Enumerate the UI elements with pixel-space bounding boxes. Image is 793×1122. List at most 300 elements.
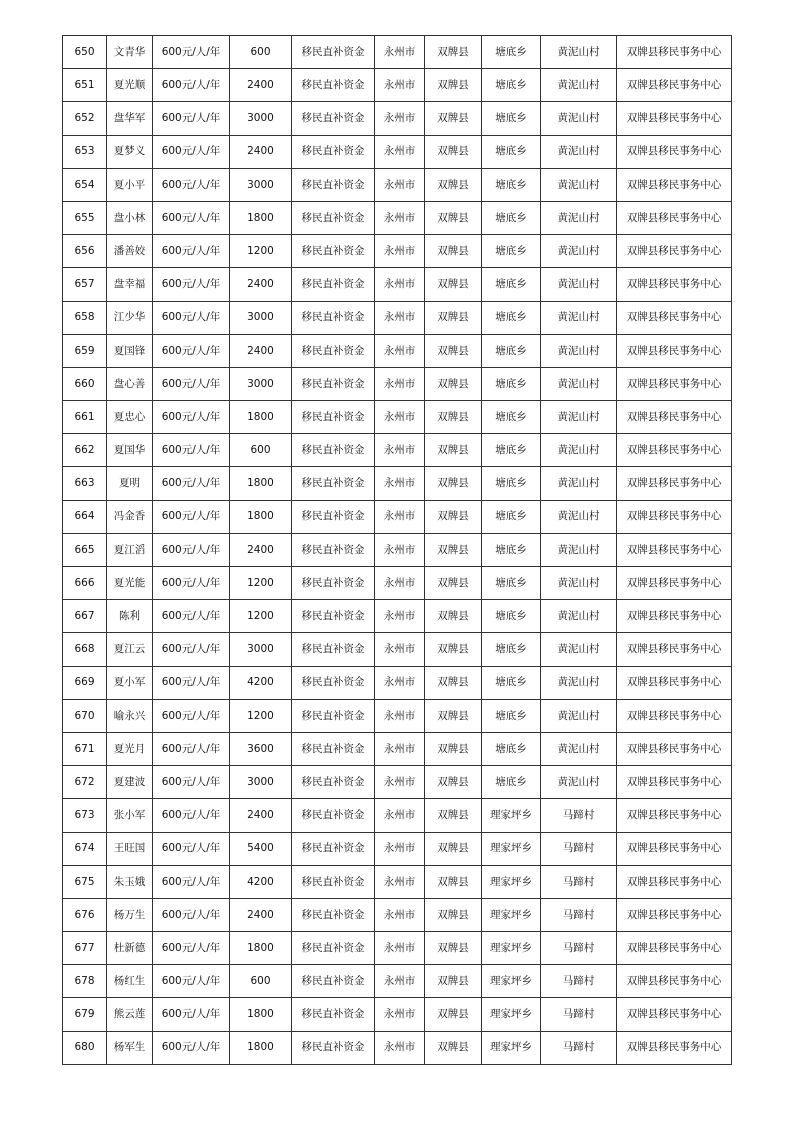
village-cell: 黄泥山村 (541, 666, 617, 699)
fund-type-cell: 移民直补资金 (292, 36, 375, 69)
city-cell: 永州市 (375, 334, 425, 367)
township-cell: 塘底乡 (482, 135, 541, 168)
row-index-cell: 657 (63, 268, 107, 301)
table-row (63, 235, 732, 268)
subsidy-amount-cell: 600 (230, 36, 292, 69)
table-row (63, 102, 732, 135)
subsidy-amount-cell: 3000 (230, 168, 292, 201)
subsidy-standard-cell: 600元/人/年 (153, 102, 230, 135)
village-cell: 黄泥山村 (541, 301, 617, 334)
fund-type-cell: 移民直补资金 (292, 334, 375, 367)
issuing-org-cell: 双牌县移民事务中心 (617, 600, 732, 633)
village-cell: 黄泥山村 (541, 367, 617, 400)
village-cell: 黄泥山村 (541, 334, 617, 367)
issuing-org-cell: 双牌县移民事务中心 (617, 898, 732, 931)
fund-type-cell: 移民直补资金 (292, 799, 375, 832)
township-cell: 塘底乡 (482, 633, 541, 666)
issuing-org-cell: 双牌县移民事务中心 (617, 998, 732, 1031)
city-cell: 永州市 (375, 201, 425, 234)
subsidy-amount-cell: 2400 (230, 799, 292, 832)
table-row (63, 600, 732, 633)
subsidy-standard-cell: 600元/人/年 (153, 36, 230, 69)
issuing-org-cell: 双牌县移民事务中心 (617, 766, 732, 799)
subsidy-amount-cell: 1200 (230, 699, 292, 732)
city-cell: 永州市 (375, 666, 425, 699)
subsidy-amount-cell: 3000 (230, 766, 292, 799)
table-row (63, 467, 732, 500)
subsidy-amount-cell: 4200 (230, 865, 292, 898)
issuing-org-cell: 双牌县移民事务中心 (617, 301, 732, 334)
table-row (63, 168, 732, 201)
subsidy-amount-cell: 3000 (230, 301, 292, 334)
row-index-cell: 665 (63, 533, 107, 566)
table-row (63, 666, 732, 699)
issuing-org-cell: 双牌县移民事务中心 (617, 666, 732, 699)
village-cell: 黄泥山村 (541, 467, 617, 500)
city-cell: 永州市 (375, 766, 425, 799)
issuing-org-cell: 双牌县移民事务中心 (617, 965, 732, 998)
county-cell: 双牌县 (425, 533, 482, 566)
village-cell: 马蹄村 (541, 1031, 617, 1064)
table-row (63, 334, 732, 367)
county-cell: 双牌县 (425, 201, 482, 234)
city-cell: 永州市 (375, 732, 425, 765)
recipient-name-cell: 夏国锋 (107, 334, 153, 367)
recipient-name-cell: 盘心善 (107, 367, 153, 400)
row-index-cell: 656 (63, 235, 107, 268)
recipient-name-cell: 夏江云 (107, 633, 153, 666)
village-cell: 马蹄村 (541, 965, 617, 998)
subsidy-standard-cell: 600元/人/年 (153, 301, 230, 334)
village-cell: 黄泥山村 (541, 766, 617, 799)
row-index-cell: 658 (63, 301, 107, 334)
city-cell: 永州市 (375, 600, 425, 633)
township-cell: 塘底乡 (482, 699, 541, 732)
county-cell: 双牌县 (425, 500, 482, 533)
city-cell: 永州市 (375, 467, 425, 500)
city-cell: 永州市 (375, 135, 425, 168)
village-cell: 黄泥山村 (541, 633, 617, 666)
village-cell: 黄泥山村 (541, 533, 617, 566)
subsidy-amount-cell: 3000 (230, 633, 292, 666)
row-index-cell: 659 (63, 334, 107, 367)
issuing-org-cell: 双牌县移民事务中心 (617, 467, 732, 500)
subsidy-standard-cell: 600元/人/年 (153, 567, 230, 600)
city-cell: 永州市 (375, 102, 425, 135)
township-cell: 塘底乡 (482, 401, 541, 434)
issuing-org-cell: 双牌县移民事务中心 (617, 168, 732, 201)
township-cell: 塘底乡 (482, 500, 541, 533)
village-cell: 黄泥山村 (541, 102, 617, 135)
county-cell: 双牌县 (425, 932, 482, 965)
city-cell: 永州市 (375, 500, 425, 533)
county-cell: 双牌县 (425, 235, 482, 268)
recipient-name-cell: 杜新德 (107, 932, 153, 965)
issuing-org-cell: 双牌县移民事务中心 (617, 633, 732, 666)
subsidy-amount-cell: 1800 (230, 201, 292, 234)
row-index-cell: 674 (63, 832, 107, 865)
subsidy-standard-cell: 600元/人/年 (153, 235, 230, 268)
recipient-name-cell: 冯金香 (107, 500, 153, 533)
recipient-name-cell: 盘幸福 (107, 268, 153, 301)
subsidy-amount-cell: 1800 (230, 401, 292, 434)
recipient-name-cell: 夏小军 (107, 666, 153, 699)
county-cell: 双牌县 (425, 367, 482, 400)
row-index-cell: 680 (63, 1031, 107, 1064)
county-cell: 双牌县 (425, 102, 482, 135)
subsidy-standard-cell: 600元/人/年 (153, 467, 230, 500)
village-cell: 黄泥山村 (541, 732, 617, 765)
subsidy-amount-cell: 1800 (230, 500, 292, 533)
subsidy-standard-cell: 600元/人/年 (153, 168, 230, 201)
township-cell: 塘底乡 (482, 334, 541, 367)
village-cell: 黄泥山村 (541, 135, 617, 168)
issuing-org-cell: 双牌县移民事务中心 (617, 434, 732, 467)
subsidy-standard-cell: 600元/人/年 (153, 699, 230, 732)
subsidy-standard-cell: 600元/人/年 (153, 1031, 230, 1064)
subsidy-standard-cell: 600元/人/年 (153, 600, 230, 633)
village-cell: 马蹄村 (541, 898, 617, 931)
recipient-name-cell: 潘善姣 (107, 235, 153, 268)
subsidy-standard-cell: 600元/人/年 (153, 633, 230, 666)
recipient-name-cell: 文青华 (107, 36, 153, 69)
subsidy-standard-cell: 600元/人/年 (153, 334, 230, 367)
village-cell: 黄泥山村 (541, 434, 617, 467)
city-cell: 永州市 (375, 832, 425, 865)
county-cell: 双牌县 (425, 766, 482, 799)
city-cell: 永州市 (375, 699, 425, 732)
city-cell: 永州市 (375, 1031, 425, 1064)
village-cell: 黄泥山村 (541, 201, 617, 234)
fund-type-cell: 移民直补资金 (292, 69, 375, 102)
row-index-cell: 675 (63, 865, 107, 898)
county-cell: 双牌县 (425, 168, 482, 201)
township-cell: 塘底乡 (482, 201, 541, 234)
issuing-org-cell: 双牌县移民事务中心 (617, 533, 732, 566)
table-row (63, 998, 732, 1031)
city-cell: 永州市 (375, 401, 425, 434)
subsidy-standard-cell: 600元/人/年 (153, 998, 230, 1031)
fund-type-cell: 移民直补资金 (292, 168, 375, 201)
fund-type-cell: 移民直补资金 (292, 201, 375, 234)
county-cell: 双牌县 (425, 633, 482, 666)
subsidy-amount-cell: 2400 (230, 334, 292, 367)
row-index-cell: 671 (63, 732, 107, 765)
village-cell: 黄泥山村 (541, 235, 617, 268)
issuing-org-cell: 双牌县移民事务中心 (617, 567, 732, 600)
city-cell: 永州市 (375, 168, 425, 201)
issuing-org-cell: 双牌县移民事务中心 (617, 36, 732, 69)
fund-type-cell: 移民直补资金 (292, 1031, 375, 1064)
city-cell: 永州市 (375, 898, 425, 931)
village-cell: 黄泥山村 (541, 567, 617, 600)
table-row (63, 799, 732, 832)
township-cell: 塘底乡 (482, 533, 541, 566)
table-row (63, 533, 732, 566)
recipient-name-cell: 王旺国 (107, 832, 153, 865)
township-cell: 塘底乡 (482, 268, 541, 301)
row-index-cell: 672 (63, 766, 107, 799)
township-cell: 塘底乡 (482, 367, 541, 400)
subsidy-amount-cell: 1200 (230, 235, 292, 268)
county-cell: 双牌县 (425, 401, 482, 434)
recipient-name-cell: 夏建波 (107, 766, 153, 799)
recipient-name-cell: 杨红生 (107, 965, 153, 998)
table-row (63, 732, 732, 765)
city-cell: 永州市 (375, 434, 425, 467)
recipient-name-cell: 陈利 (107, 600, 153, 633)
subsidy-standard-cell: 600元/人/年 (153, 500, 230, 533)
fund-type-cell: 移民直补资金 (292, 533, 375, 566)
county-cell: 双牌县 (425, 600, 482, 633)
city-cell: 永州市 (375, 533, 425, 566)
recipient-name-cell: 盘小林 (107, 201, 153, 234)
table-row (63, 567, 732, 600)
fund-type-cell: 移民直补资金 (292, 932, 375, 965)
fund-type-cell: 移民直补资金 (292, 998, 375, 1031)
fund-type-cell: 移民直补资金 (292, 766, 375, 799)
county-cell: 双牌县 (425, 732, 482, 765)
subsidy-standard-cell: 600元/人/年 (153, 268, 230, 301)
subsidy-amount-cell: 1200 (230, 567, 292, 600)
village-cell: 黄泥山村 (541, 600, 617, 633)
fund-type-cell: 移民直补资金 (292, 898, 375, 931)
row-index-cell: 667 (63, 600, 107, 633)
county-cell: 双牌县 (425, 36, 482, 69)
subsidy-amount-cell: 1800 (230, 998, 292, 1031)
fund-type-cell: 移民直补资金 (292, 633, 375, 666)
city-cell: 永州市 (375, 69, 425, 102)
fund-type-cell: 移民直补资金 (292, 135, 375, 168)
recipient-name-cell: 夏忠心 (107, 401, 153, 434)
table-row (63, 1031, 732, 1064)
table-row (63, 932, 732, 965)
county-cell: 双牌县 (425, 434, 482, 467)
township-cell: 理家坪乡 (482, 799, 541, 832)
issuing-org-cell: 双牌县移民事务中心 (617, 799, 732, 832)
subsidy-amount-cell: 2400 (230, 69, 292, 102)
county-cell: 双牌县 (425, 135, 482, 168)
issuing-org-cell: 双牌县移民事务中心 (617, 102, 732, 135)
fund-type-cell: 移民直补资金 (292, 367, 375, 400)
issuing-org-cell: 双牌县移民事务中心 (617, 500, 732, 533)
county-cell: 双牌县 (425, 832, 482, 865)
row-index-cell: 660 (63, 367, 107, 400)
subsidy-standard-cell: 600元/人/年 (153, 401, 230, 434)
subsidy-amount-cell: 1200 (230, 600, 292, 633)
row-index-cell: 677 (63, 932, 107, 965)
row-index-cell: 678 (63, 965, 107, 998)
county-cell: 双牌县 (425, 666, 482, 699)
subsidy-standard-cell: 600元/人/年 (153, 69, 230, 102)
row-index-cell: 652 (63, 102, 107, 135)
subsidy-amount-cell: 3600 (230, 732, 292, 765)
issuing-org-cell: 双牌县移民事务中心 (617, 1031, 732, 1064)
county-cell: 双牌县 (425, 998, 482, 1031)
recipient-name-cell: 夏小平 (107, 168, 153, 201)
county-cell: 双牌县 (425, 865, 482, 898)
issuing-org-cell: 双牌县移民事务中心 (617, 367, 732, 400)
row-index-cell: 676 (63, 898, 107, 931)
recipient-name-cell: 喻永兴 (107, 699, 153, 732)
county-cell: 双牌县 (425, 334, 482, 367)
village-cell: 黄泥山村 (541, 699, 617, 732)
township-cell: 塘底乡 (482, 567, 541, 600)
subsidy-standard-cell: 600元/人/年 (153, 434, 230, 467)
row-index-cell: 663 (63, 467, 107, 500)
township-cell: 塘底乡 (482, 467, 541, 500)
issuing-org-cell: 双牌县移民事务中心 (617, 235, 732, 268)
row-index-cell: 679 (63, 998, 107, 1031)
recipient-name-cell: 夏光顺 (107, 69, 153, 102)
township-cell: 塘底乡 (482, 600, 541, 633)
table-row (63, 135, 732, 168)
table-row (63, 69, 732, 102)
county-cell: 双牌县 (425, 799, 482, 832)
fund-type-cell: 移民直补资金 (292, 666, 375, 699)
table-row (63, 401, 732, 434)
village-cell: 黄泥山村 (541, 401, 617, 434)
county-cell: 双牌县 (425, 898, 482, 931)
row-index-cell: 669 (63, 666, 107, 699)
village-cell: 黄泥山村 (541, 168, 617, 201)
village-cell: 黄泥山村 (541, 69, 617, 102)
row-index-cell: 655 (63, 201, 107, 234)
recipient-name-cell: 杨万生 (107, 898, 153, 931)
recipient-name-cell: 熊云莲 (107, 998, 153, 1031)
county-cell: 双牌县 (425, 301, 482, 334)
table-row (63, 367, 732, 400)
fund-type-cell: 移民直补资金 (292, 102, 375, 135)
issuing-org-cell: 双牌县移民事务中心 (617, 699, 732, 732)
village-cell: 黄泥山村 (541, 500, 617, 533)
county-cell: 双牌县 (425, 965, 482, 998)
row-index-cell: 666 (63, 567, 107, 600)
city-cell: 永州市 (375, 932, 425, 965)
row-index-cell: 664 (63, 500, 107, 533)
township-cell: 理家坪乡 (482, 898, 541, 931)
subsidy-amount-cell: 2400 (230, 533, 292, 566)
table-body (63, 36, 732, 1065)
fund-type-cell: 移民直补资金 (292, 500, 375, 533)
subsidy-standard-cell: 600元/人/年 (153, 732, 230, 765)
table-row (63, 301, 732, 334)
recipient-name-cell: 杨军生 (107, 1031, 153, 1064)
row-index-cell: 650 (63, 36, 107, 69)
county-cell: 双牌县 (425, 1031, 482, 1064)
city-cell: 永州市 (375, 865, 425, 898)
subsidy-amount-cell: 2400 (230, 898, 292, 931)
township-cell: 塘底乡 (482, 732, 541, 765)
township-cell: 理家坪乡 (482, 1031, 541, 1064)
subsidy-standard-cell: 600元/人/年 (153, 965, 230, 998)
recipient-name-cell: 夏国华 (107, 434, 153, 467)
village-cell: 黄泥山村 (541, 268, 617, 301)
village-cell: 马蹄村 (541, 998, 617, 1031)
fund-type-cell: 移民直补资金 (292, 467, 375, 500)
township-cell: 塘底乡 (482, 434, 541, 467)
county-cell: 双牌县 (425, 268, 482, 301)
issuing-org-cell: 双牌县移民事务中心 (617, 201, 732, 234)
township-cell: 理家坪乡 (482, 832, 541, 865)
county-cell: 双牌县 (425, 567, 482, 600)
table-row (63, 898, 732, 931)
fund-type-cell: 移民直补资金 (292, 268, 375, 301)
fund-type-cell: 移民直补资金 (292, 832, 375, 865)
row-index-cell: 654 (63, 168, 107, 201)
subsidy-amount-cell: 4200 (230, 666, 292, 699)
fund-type-cell: 移民直补资金 (292, 434, 375, 467)
subsidy-amount-cell: 1800 (230, 932, 292, 965)
fund-type-cell: 移民直补资金 (292, 567, 375, 600)
subsidy-standard-cell: 600元/人/年 (153, 666, 230, 699)
township-cell: 理家坪乡 (482, 965, 541, 998)
issuing-org-cell: 双牌县移民事务中心 (617, 401, 732, 434)
subsidy-standard-cell: 600元/人/年 (153, 865, 230, 898)
city-cell: 永州市 (375, 567, 425, 600)
subsidy-amount-cell: 600 (230, 965, 292, 998)
fund-type-cell: 移民直补资金 (292, 600, 375, 633)
fund-type-cell: 移民直补资金 (292, 235, 375, 268)
subsidy-amount-cell: 600 (230, 434, 292, 467)
city-cell: 永州市 (375, 36, 425, 69)
township-cell: 塘底乡 (482, 69, 541, 102)
issuing-org-cell: 双牌县移民事务中心 (617, 135, 732, 168)
fund-type-cell: 移民直补资金 (292, 965, 375, 998)
row-index-cell: 662 (63, 434, 107, 467)
row-index-cell: 670 (63, 699, 107, 732)
township-cell: 塘底乡 (482, 235, 541, 268)
table-row (63, 201, 732, 234)
row-index-cell: 668 (63, 633, 107, 666)
village-cell: 马蹄村 (541, 865, 617, 898)
township-cell: 塘底乡 (482, 666, 541, 699)
city-cell: 永州市 (375, 799, 425, 832)
table-row (63, 965, 732, 998)
issuing-org-cell: 双牌县移民事务中心 (617, 732, 732, 765)
subsidy-amount-cell: 2400 (230, 135, 292, 168)
subsidy-amount-cell: 2400 (230, 268, 292, 301)
county-cell: 双牌县 (425, 699, 482, 732)
township-cell: 塘底乡 (482, 766, 541, 799)
county-cell: 双牌县 (425, 69, 482, 102)
city-cell: 永州市 (375, 235, 425, 268)
subsidy-standard-cell: 600元/人/年 (153, 898, 230, 931)
subsidy-amount-cell: 1800 (230, 1031, 292, 1064)
recipient-name-cell: 盘华军 (107, 102, 153, 135)
fund-type-cell: 移民直补资金 (292, 699, 375, 732)
county-cell: 双牌县 (425, 467, 482, 500)
row-index-cell: 673 (63, 799, 107, 832)
subsidy-amount-cell: 3000 (230, 367, 292, 400)
issuing-org-cell: 双牌县移民事务中心 (617, 865, 732, 898)
subsidy-table (62, 35, 732, 1065)
village-cell: 黄泥山村 (541, 36, 617, 69)
subsidy-amount-cell: 3000 (230, 102, 292, 135)
row-index-cell: 651 (63, 69, 107, 102)
subsidy-standard-cell: 600元/人/年 (153, 201, 230, 234)
recipient-name-cell: 夏梦义 (107, 135, 153, 168)
village-cell: 马蹄村 (541, 799, 617, 832)
table-row (63, 633, 732, 666)
table-row (63, 766, 732, 799)
city-cell: 永州市 (375, 268, 425, 301)
table-row (63, 832, 732, 865)
city-cell: 永州市 (375, 965, 425, 998)
township-cell: 理家坪乡 (482, 865, 541, 898)
recipient-name-cell: 夏江滔 (107, 533, 153, 566)
row-index-cell: 661 (63, 401, 107, 434)
